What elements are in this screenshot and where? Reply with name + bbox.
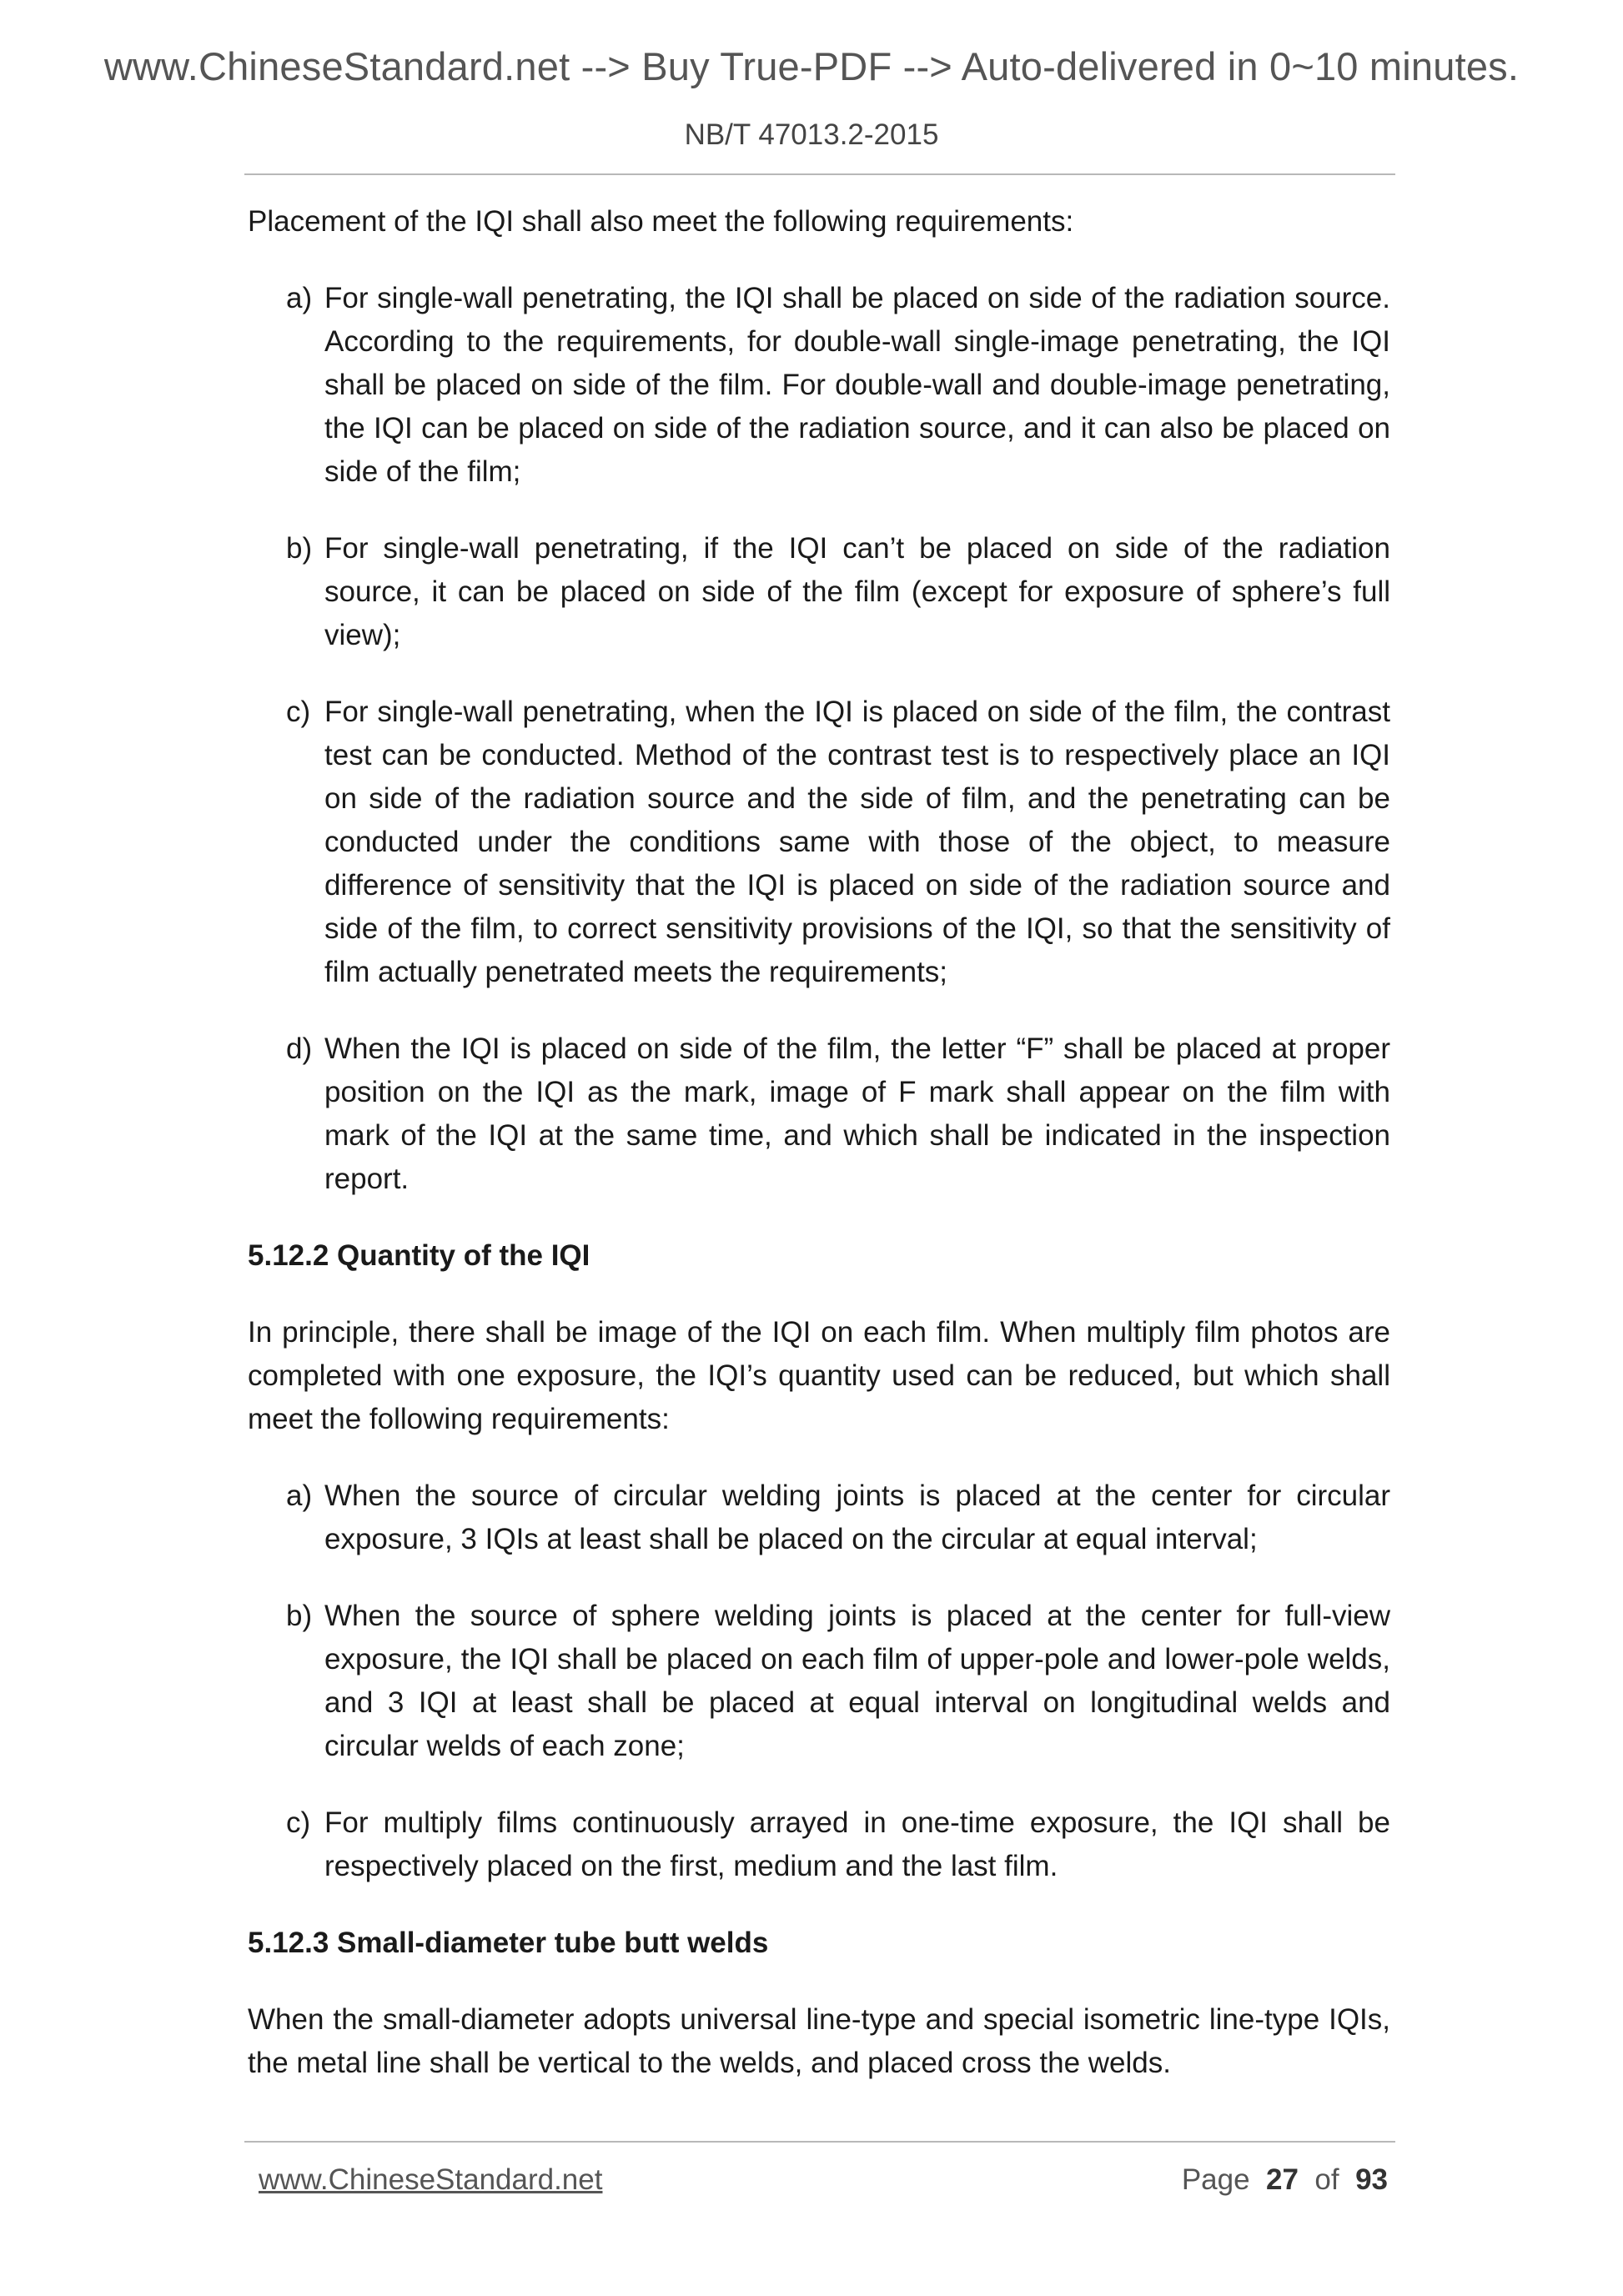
list-item-text: For multiply films continuously arrayed in one-time exposure, the IQI shall be respectively placed on the first, medium and the last film. — [324, 1806, 1390, 1882]
footer-divider — [244, 2141, 1395, 2143]
list-item-text: When the source of circular welding joints is placed at the center for circular exposure, 3 IQIs at least shall be placed on the circular at equal interval; — [324, 1480, 1390, 1555]
list-marker: b) — [286, 1600, 313, 1632]
placement-item-b — [248, 527, 1390, 657]
placement-item-c — [248, 691, 1390, 994]
header-divider — [244, 173, 1395, 175]
placement-item-d — [248, 1027, 1390, 1201]
placement-item-a — [248, 277, 1390, 494]
document-body — [248, 200, 1390, 2118]
list-item-text: For single-wall penetrating, the IQI shall be placed on side of the radiation source. According to the requirements, for double-wall single-image penetrating, the IQI shall be placed on side of the film. For double-wall and double-image penetrating, the IQI can be placed on side of the radiation source, and it can also be placed on side of the film; — [324, 282, 1390, 488]
list-marker: b) — [286, 532, 313, 565]
list-marker: a) — [286, 1480, 313, 1512]
page-current: 27 — [1266, 2163, 1299, 2196]
list-marker: c) — [286, 1806, 311, 1839]
list-item-text: When the source of sphere welding joints is placed at the center for full-view exposure, the IQI shall be placed on each film of upper-pole and lower-pole welds, and 3 IQI at least shall be placed at equal interval on longitudinal welds and circular welds of each zone; — [324, 1600, 1390, 1762]
list-item-text: For single-wall penetrating, if the IQI can’t be placed on side of the radiation source, it can be placed on side of the film (except for exposure of sphere’s full view); — [324, 532, 1390, 651]
list-item-text: For single-wall penetrating, when the IQI is placed on side of the film, the contrast test can be conducted. Method of the contrast test is to respectively place an IQI on side of the radiation source and the side of film, and the penetrating can be conducted under the conditions same with those of the object, to measure difference of sensitivity that the IQI is placed on side of the radiation source and side of the film, to correct sensitivity provisions of the IQI, so that the sensitivity of film actually penetrated meets the requirements; — [324, 696, 1390, 988]
top-banner: www.ChineseStandard.net --> Buy True-PDF --> Auto-delivered in 0~10 minutes. — [103, 44, 1520, 88]
list-marker: c) — [286, 696, 311, 728]
standard-number: NB/T 47013.2-2015 — [684, 118, 939, 151]
quantity-item-b — [248, 1595, 1390, 1768]
section-heading-small-diameter: 5.12.3 Small-diameter tube butt welds — [248, 1927, 769, 1959]
footer-site-link[interactable]: www.ChineseStandard.net — [259, 2163, 603, 2196]
list-item-text: When the IQI is placed on side of the film, the letter “F” shall be placed at proper position on the IQI as the mark, image of F mark shall appear on the film with mark of the IQI at the same time, and which shall be indicated in the inspection report. — [324, 1032, 1390, 1195]
page-total: 93 — [1355, 2163, 1388, 2196]
page-of-word: of — [1314, 2163, 1339, 2196]
placement-intro: Placement of the IQI shall also meet the following requirements: — [248, 205, 1074, 238]
page-word: Page — [1181, 2163, 1250, 2196]
quantity-item-a — [248, 1475, 1390, 1561]
quantity-intro: In principle, there shall be image of the IQI on each film. When multiply film photos are completed with one exposure, the IQI’s quantity used can be reduced, but which shall meet the following requirements: — [248, 1316, 1390, 1435]
quantity-item-c — [248, 1801, 1390, 1888]
list-marker: a) — [286, 282, 313, 314]
section-heading-quantity: 5.12.2 Quantity of the IQI — [248, 1239, 590, 1272]
page-indicator — [1182, 2163, 1388, 2197]
list-marker: d) — [286, 1032, 313, 1065]
small-diameter-text: When the small-diameter adopts universal line-type and special isometric line-type IQIs, the metal line shall be vertical to the welds, and placed cross the welds. — [248, 2003, 1390, 2079]
